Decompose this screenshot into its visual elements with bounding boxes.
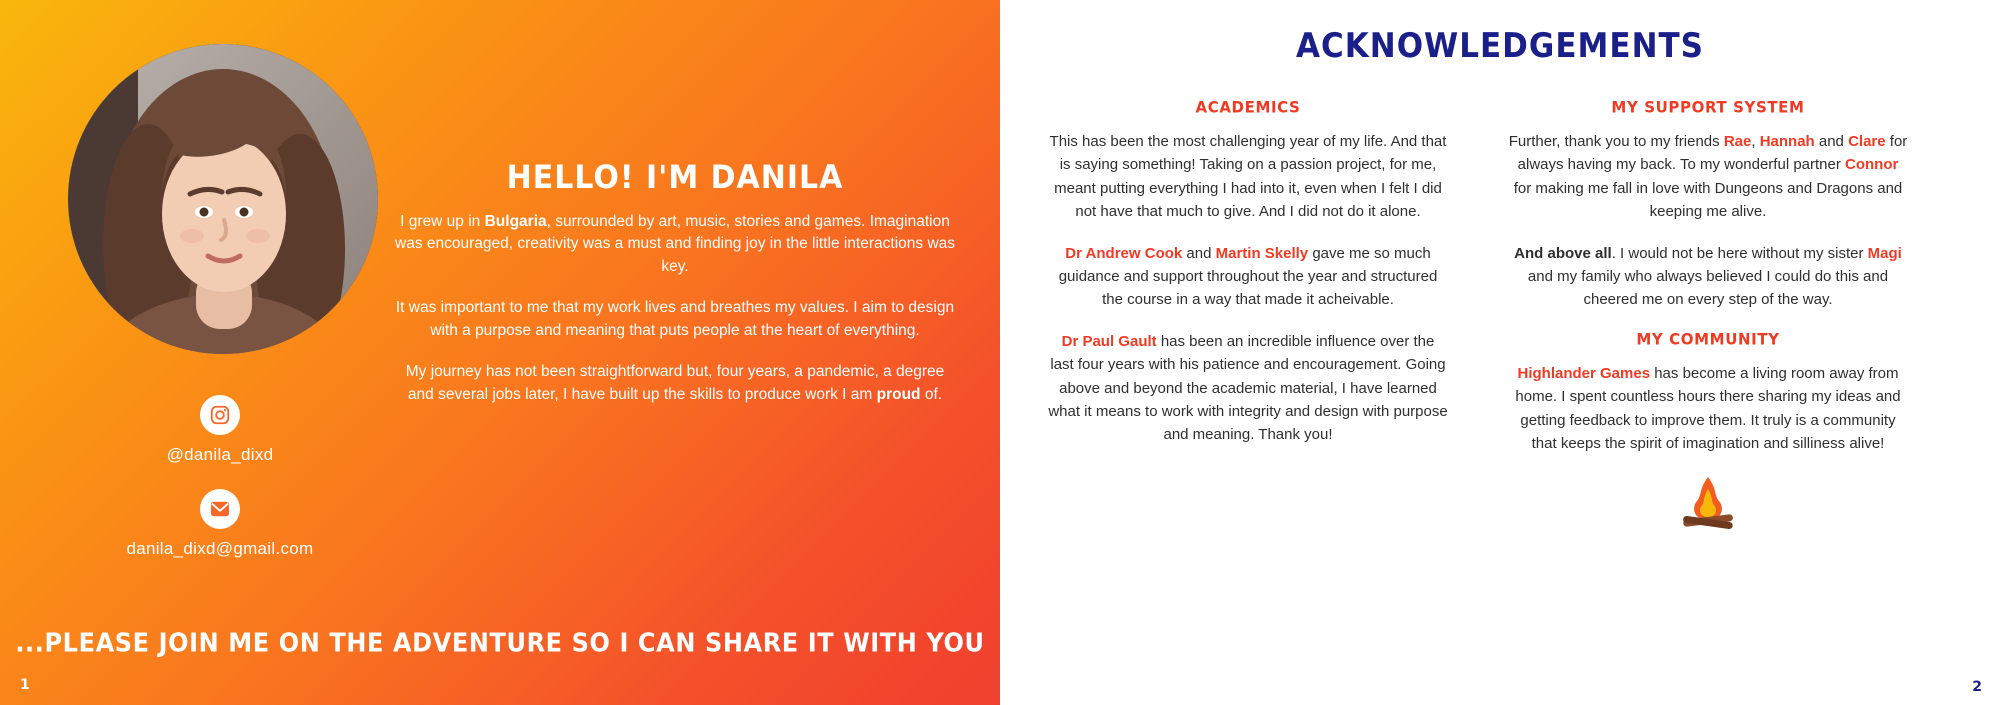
column-heading: MY COMMUNITY — [1636, 329, 1780, 349]
text-run: gave me so much guidance and support throughout the year and structured the course in a way that made it acheivable. — [1058, 244, 1438, 309]
column-heading: ACADEMICS — [1195, 97, 1301, 117]
instagram-handle: @danila_dixd — [166, 445, 274, 464]
text-run: and my family who always believed I could do this and cheered me on every step of the way. — [1527, 267, 1889, 309]
column-support-community — [1508, 98, 1908, 536]
footer-tagline: ...PLEASE JOIN ME ON THE ADVENTURE SO I CAN SHARE IT WITH YOU — [15, 628, 985, 658]
paragraph — [395, 297, 955, 342]
column-academics — [1048, 98, 1448, 536]
highlighted-name: Martin Skelly — [1215, 244, 1309, 262]
column-heading: MY SUPPORT SYSTEM — [1611, 97, 1805, 117]
highlighted-name: Rae — [1723, 133, 1752, 150]
text-run: This has been the most challenging year of my life. And that is saying something! Taking on a passion project, for me, meant putting everything I had into it, even when I felt I did not have that much to give. And I did not do it alone. — [1049, 133, 1447, 221]
highlighted-name: Dr Andrew Cook — [1065, 244, 1183, 262]
intro-text-block — [395, 160, 955, 425]
profile-photo — [68, 44, 378, 354]
text-run: for making me fall in love with Dungeons and Dragons and keeping me alive. — [1513, 179, 1903, 221]
highlighted-name: Connor — [1845, 156, 1899, 174]
paragraph — [395, 211, 955, 278]
email-icon — [200, 489, 240, 529]
text-run: and — [1814, 133, 1849, 150]
text-run: My journey has not been straightforward but, four years, a pandemic, a degree and several jobs later, I have built up the skills to produce work I am — [405, 363, 945, 403]
text-run: of. — [920, 385, 943, 403]
text-run: for always having my back. To my wonderful partner — [1517, 133, 1908, 174]
paragraph — [395, 361, 955, 406]
text-run: I grew up in — [400, 213, 485, 230]
bold-text: Bulgaria — [484, 213, 547, 230]
portrait-illustration — [68, 44, 378, 354]
text-run: It was important to me that my work lives and breathes my values. I aim to design with a purpose and meaning that puts people at the heart of everything. — [395, 299, 955, 339]
paragraph — [1048, 330, 1448, 447]
bold-text: proud — [876, 385, 921, 403]
highlighted-name: Magi — [1867, 244, 1902, 262]
bold-text: And above all — [1514, 244, 1612, 262]
campfire-icon — [1508, 473, 1908, 536]
paragraph — [1508, 362, 1908, 456]
paragraph — [1048, 242, 1448, 312]
highlighted-name: Hannah — [1759, 133, 1815, 150]
contact-item-email[interactable] — [60, 489, 380, 559]
highlighted-name: Highlander Games — [1517, 364, 1651, 382]
acknowledgements-columns — [1048, 98, 1952, 536]
text-run: , surrounded by art, music, stories and games. Imagination was encouraged, creativity was a must and finding joy in the little interactions was key. — [395, 213, 956, 275]
paragraph — [1048, 130, 1448, 224]
highlighted-name: Clare — [1848, 133, 1886, 150]
instagram-icon — [200, 395, 240, 435]
paragraph — [1508, 130, 1908, 224]
contact-item-instagram[interactable] — [60, 395, 380, 465]
highlighted-name: Dr Paul Gault — [1061, 332, 1157, 350]
text-run: has been an incredible influence over the last four years with his patience and encouragement. Going above and beyond the academic material, I have learned what it means to work with integrity and design with purpose and meaning. Thank you! — [1048, 332, 1448, 444]
page-title: HELLO! I'M DANILA — [506, 158, 844, 197]
text-run: has become a living room away from home. I spent countless hours there sharing my ideas and getting feedback to improve them. It truly is a community that keeps the spirit of imagination and silliness alive! — [1515, 364, 1901, 452]
intro-paragraphs — [395, 211, 955, 406]
right-page — [1000, 0, 2000, 705]
acknowledgements-title: ACKNOWLEDGEMENTS — [1296, 26, 1704, 66]
page-number-right: 2 — [1972, 679, 1982, 695]
text-run: . I would not be here without my sister — [1611, 244, 1868, 262]
text-run: Further, thank you to my friends — [1508, 133, 1724, 150]
email-address: danila_dixd@gmail.com — [126, 539, 314, 558]
contact-block — [60, 395, 380, 583]
text-run: , — [1751, 133, 1760, 150]
text-run: and — [1182, 244, 1216, 262]
page-number-left: 1 — [20, 677, 30, 693]
paragraph — [1508, 242, 1908, 312]
